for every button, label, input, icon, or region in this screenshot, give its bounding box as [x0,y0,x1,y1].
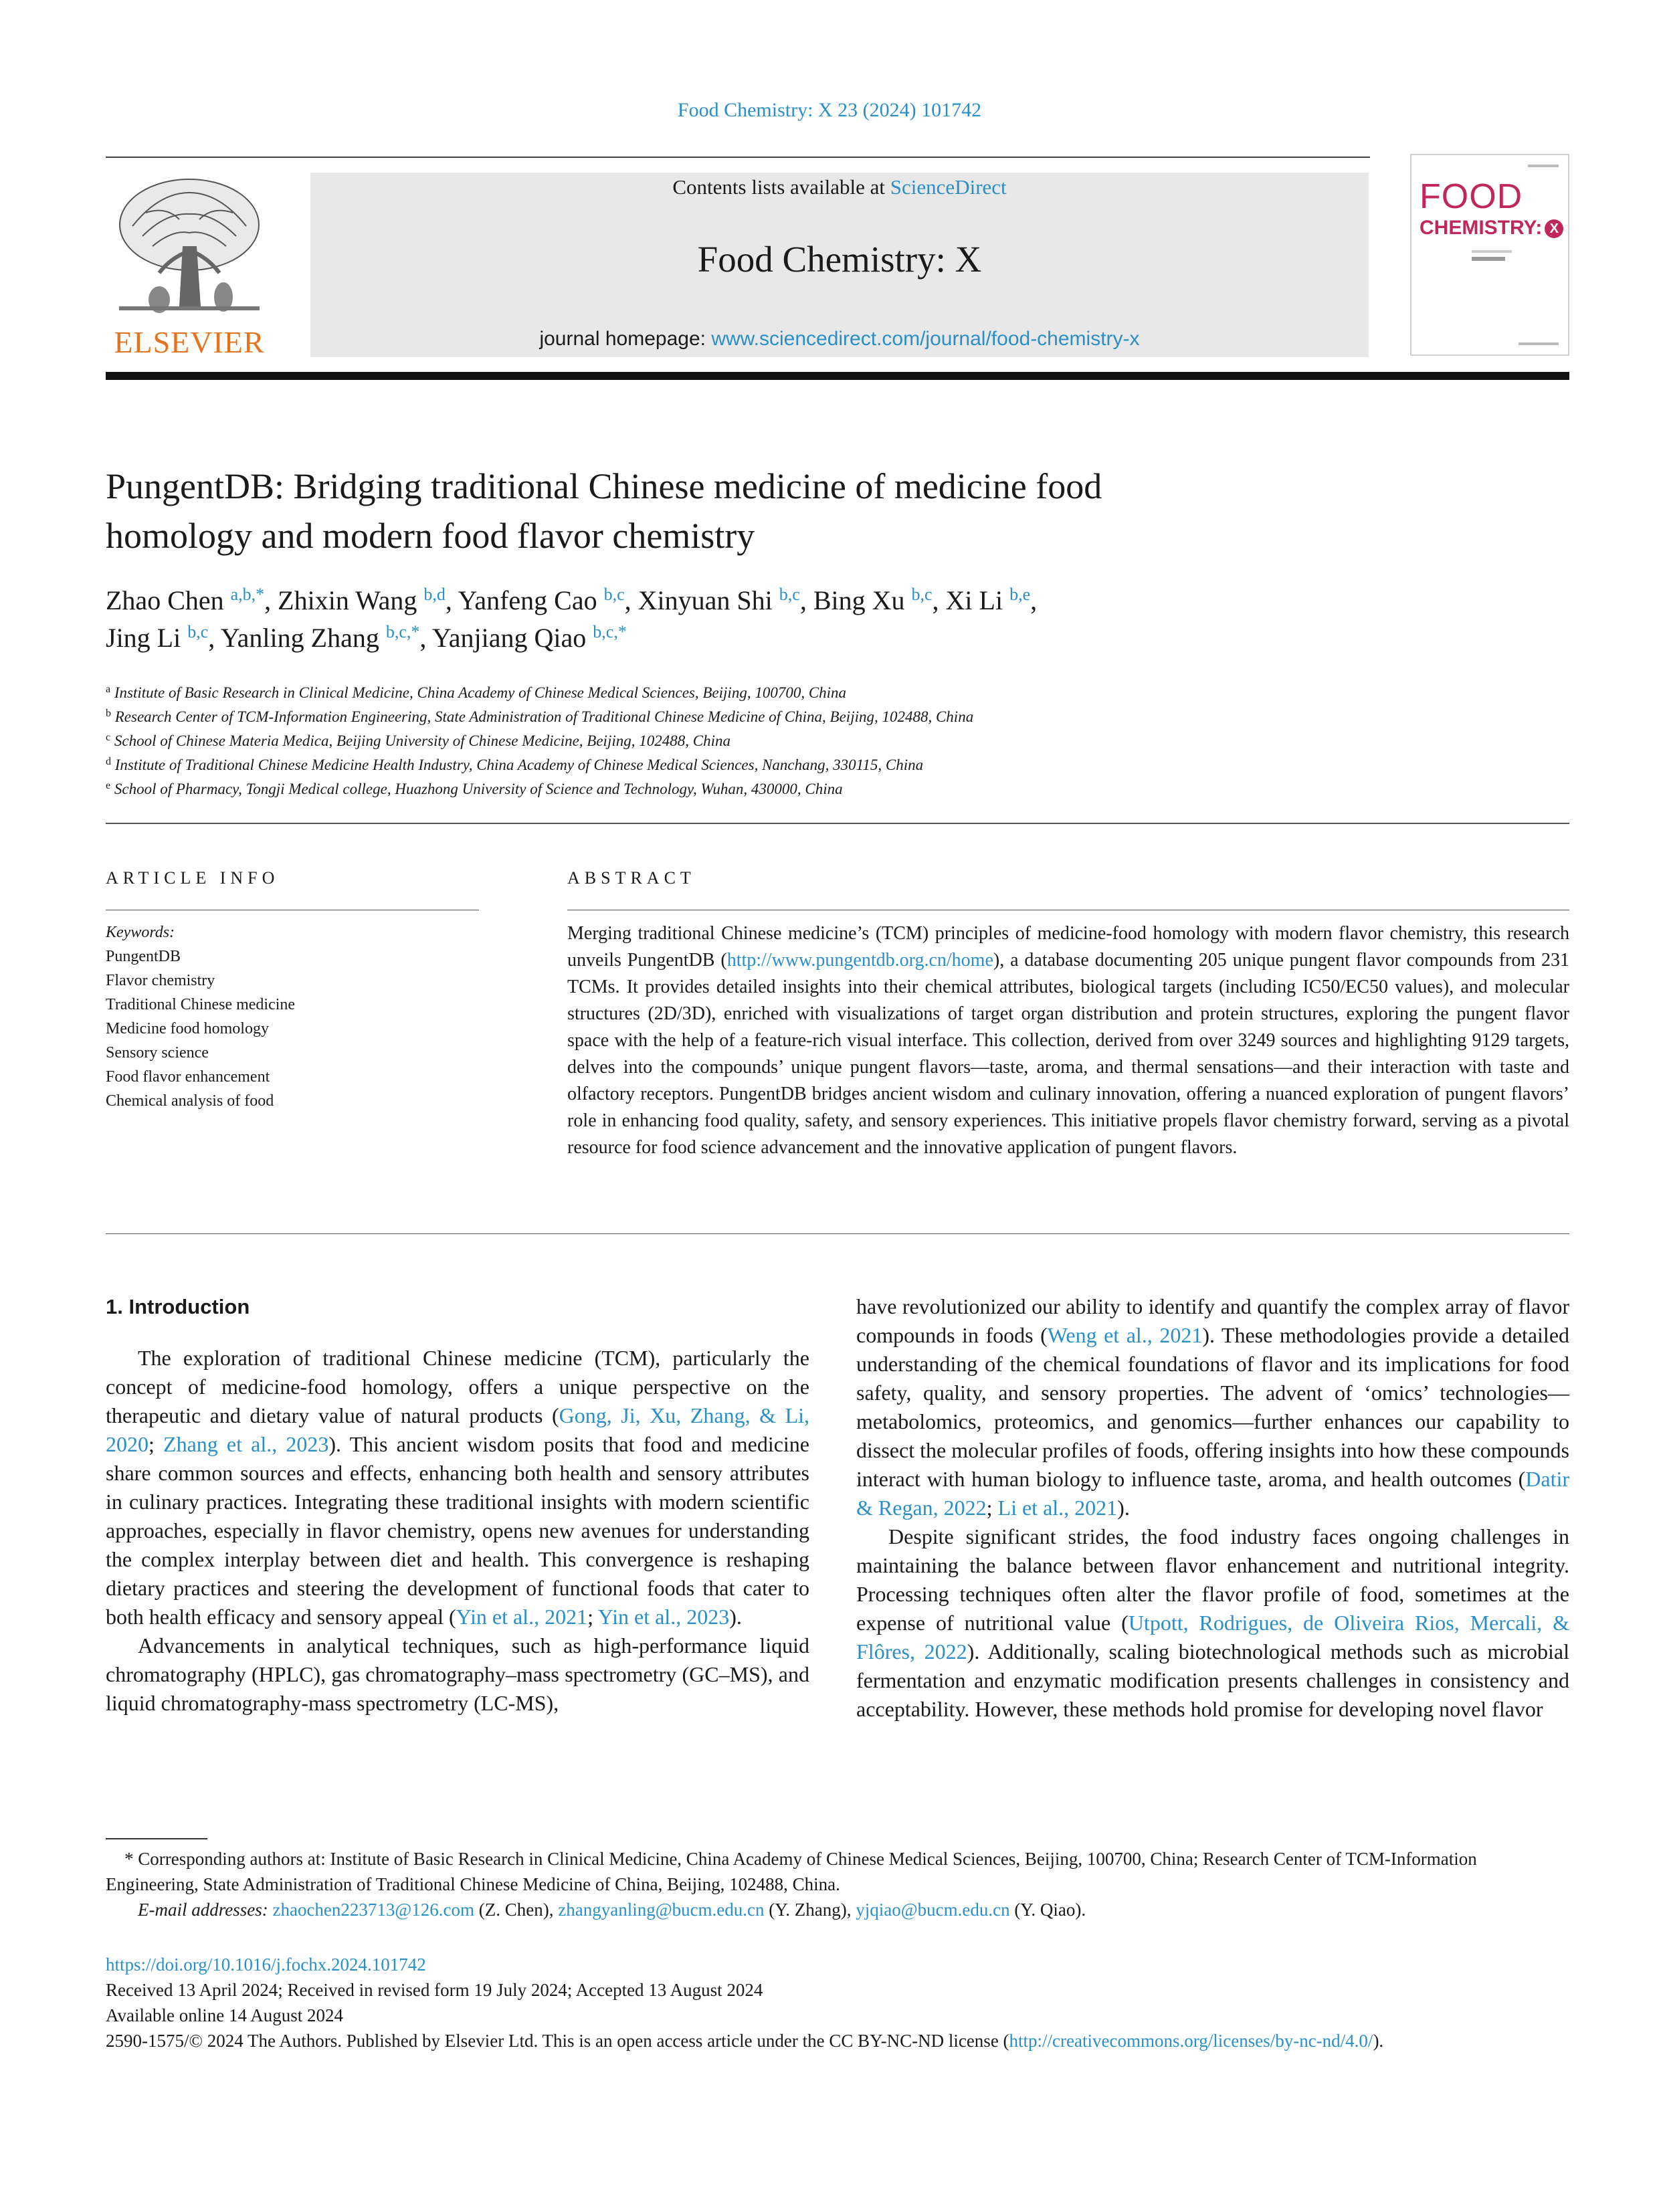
author-sep: , [208,623,221,653]
article-title [106,462,1444,561]
author-sep: , [932,585,946,615]
citation-link[interactable]: Datir & Regan, 2022 [856,1467,1569,1520]
citation-link[interactable]: Utpott, Rodrigues, de Oliveira Rios, Mercali, & Flôres, 2022 [856,1611,1570,1664]
affiliation-list [106,681,1571,801]
article-title-line-1: PungentDB: Bridging traditional Chinese medicine of medicine food [106,466,1102,506]
author-name[interactable]: Xinyuan Shi [638,585,773,615]
cover-editor-line [1472,250,1512,253]
keywords-label: Keywords: [106,924,175,941]
author-affil-sup[interactable]: b,c [603,585,625,604]
author-affil-sup[interactable]: b,e [1009,585,1031,604]
paragraph [856,1292,1569,1522]
author-list [106,582,1571,657]
cover-publisher-mark [1519,342,1559,345]
footnote-corresponding-text: Corresponding authors at: Institute of Basic Research in Clinical Medicine, China Academy of Chinese Medical Sciences, Beijing, 100700, China; Research Center of TCM-Information Engineering, State Administration of Traditional Chinese Medicine of China, Beijing, 102488, China. [106,1849,1477,1894]
author-affil-sup[interactable]: b,c,* [593,622,627,641]
citation-link[interactable]: Li et al., 2021 [997,1496,1118,1520]
author-name[interactable]: Jing Li [106,623,181,653]
affiliation-text: Research Center of TCM-Information Engineering, State Administration of Traditional Chinese Medicine of China, Beijing, 102488, China [114,708,974,725]
author-name[interactable]: Zhixin Wang [278,585,417,615]
abstract-text-rest: ), a database documenting 205 unique pungent flavor compounds from 231 TCMs. It provides detailed insights into their chemical attributes, biological targets (including IC50/EC50 values), and molecular structures (2D/3D), enriched with visualizations of target organ distribution and protein structures, exploring the pungent flavor space with the help of a feature-rich visual interface. This collection, derived from over 3249 sources and highlighting 9129 targets, delves into the compounds’ unique pungent flavors—taste, aroma, and thermal sensations—and their interaction with taste and olfactory receptors. PungentDB bridges ancient wisdom and culinary innovation, offering a nuanced exploration of pungent flavors’ role in enhancing food quality, safety, and sensory experiences. This initiative propels flavor chemistry forward, serving as a pivotal resource for food science advancement and the innovative application of pungent flavors. [567,950,1569,1158]
homepage-prefix: journal homepage: [539,328,712,350]
keyword-item: Flavor chemistry [106,972,215,989]
affiliation-item [106,777,1571,801]
journal-homepage-link[interactable]: www.sciencedirect.com/journal/food-chemistry-x [711,328,1140,350]
affiliation-item [106,705,1571,729]
footnote-star: * [124,1849,134,1869]
author-affil-sup[interactable]: b,c,* [385,622,420,641]
abstract-body [567,920,1569,1161]
available-online: Available online 14 August 2024 [106,2005,343,2025]
cover-x-badge: X [1545,219,1563,238]
keyword-item: Chemical analysis of food [106,1092,274,1110]
author-affil-sup[interactable]: b,c [187,622,209,641]
keywords-block [106,920,480,1113]
author-sep: , [419,623,432,653]
author-sep: , [624,585,638,615]
abstract-text-start: Merging traditional Chinese medicine’s (TCM) principles of medicine-food homology with modern flavor chemistry, this research unveils PungentDB ( [567,923,1569,971]
paragraph-text: have revolutionized our ability to identify and quantify the complex array of flavor compounds in foods ( [856,1294,1569,1347]
elsevier-tree-icon [106,173,273,314]
corresponding-author-footnote [106,1846,1571,1922]
affiliation-key: c [106,732,111,743]
affiliation-text: School of Pharmacy, Tongji Medical college, Huazhong University of Science and Technology, Wuhan, 430000, China [114,781,843,797]
paragraph-text: ). Additionally, scaling biotechnological methods such as microbial fermentation and enzymatic modification presents challenges in consistency and acceptability. However, these methods hold promise for developing novel flavor [856,1639,1570,1721]
email-link[interactable]: zhaochen223713@126.com [272,1900,475,1920]
abstract-heading: ABSTRACT [567,868,696,888]
journal-header-box [310,173,1369,357]
keyword-item: Food flavor enhancement [106,1068,270,1086]
author-sep: , [799,585,813,615]
affiliation-key: a [106,684,111,695]
paragraph-text: The exploration of traditional Chinese medicine (TCM), particularly the concept of medicine-food homology, offers a unique perspective on the therapeutic and dietary value of natural products ( [106,1346,809,1427]
affiliation-divider [106,823,1569,824]
author-name[interactable]: Yanling Zhang [220,623,379,653]
author-name[interactable]: Yanjiang Qiao [431,623,587,653]
article-title-line-2: homology and modern food flavor chemistry [106,516,755,556]
journal-citation-link[interactable]: Food Chemistry: X 23 (2024) 101742 [677,99,982,121]
keyword-item: Sensory science [106,1044,209,1062]
author-affil-sup[interactable]: b,c [779,585,800,604]
contents-prefix: Contents lists available at [672,175,890,199]
affiliation-key: e [106,780,111,791]
author-affil-sup[interactable]: b,d [423,585,446,604]
affiliation-item [106,753,1571,777]
cover-issn-mark [1528,165,1559,167]
paragraph [106,1344,809,1631]
header-thick-divider [106,372,1569,380]
author-sep: , [264,585,278,615]
paragraph-text: Despite significant strides, the food industry faces ongoing challenges in maintaining the balance between flavor enhancement and nutritional integrity. Processing techniques often alter the flavor profile of food, sometimes at the expense of nutritional value ( [856,1524,1569,1635]
elsevier-wordmark: ELSEVIER [114,325,265,359]
homepage-line [310,328,1369,350]
body-column-left [106,1292,809,1718]
license-end: ). [1373,2031,1384,2051]
affiliation-text: School of Chinese Materia Medica, Beijing University of Chinese Medicine, Beijing, 102488, China [114,732,730,749]
footnote-divider [106,1838,207,1839]
license-text: 2590-1575/© 2024 The Authors. Published by Elsevier Ltd. This is an open access article under the CC BY-NC-ND license ( [106,2031,1009,2051]
keyword-item: PungentDB [106,948,181,965]
author-sep: , [445,585,458,615]
keyword-item: Traditional Chinese medicine [106,996,296,1013]
pungentdb-link[interactable]: http://www.pungentdb.org.cn/home [726,950,993,971]
cover-title-chemistry-text: CHEMISTRY: [1420,217,1543,239]
paragraph [106,1631,809,1718]
citation-link[interactable]: Yin et al., 2023 [597,1605,730,1629]
author-name[interactable]: Xi Li [945,585,1003,615]
license-statement [106,2028,1571,2053]
top-divider [106,157,1370,158]
affiliation-key: d [106,756,111,767]
footnote-emails [106,1897,1571,1922]
author-name[interactable]: Bing Xu [813,585,905,615]
author-affil-sup[interactable]: a,b,* [230,585,265,604]
paragraph-text: ; [986,1496,998,1520]
license-link[interactable]: http://creativecommons.org/licenses/by-nc-nd/4.0/ [1009,2031,1373,2051]
keyword-item: Medicine food homology [106,1020,269,1037]
doi-link[interactable]: https://doi.org/10.1016/j.fochx.2024.101742 [106,1954,426,1975]
article-info-heading: ARTICLE INFO [106,868,280,888]
paragraph [856,1522,1569,1724]
paragraph-text: ; [587,1605,598,1629]
email-link[interactable]: zhangyanling@bucm.edu.cn [558,1900,765,1920]
journal-name: Food Chemistry: X [697,239,982,280]
affiliation-text: Institute of Basic Research in Clinical Medicine, China Academy of Chinese Medical Sciences, Beijing, 100700, China [114,684,847,701]
footnote-corresponding [106,1846,1571,1897]
author-sep: , [1030,585,1038,615]
paragraph-text: Advancements in analytical techniques, such as high-performance liquid chromatography (HPLC), gas chromatography–mass spectrometry (GC–MS), and liquid chromatography-mass spectrometry (LC-MS), [106,1633,809,1715]
email-link[interactable]: yjqiao@bucm.edu.cn [856,1900,1010,1920]
paragraph-text: ). This ancient wisdom posits that food and medicine share common sources and effects, enhancing both health and sensory attributes in culinary practices. Integrating these traditional insights with modern scientific approaches, especially in flavor chemistry, opens new avenues for understanding the complex interplay between diet and health. This convergence is reshaping dietary practices and steering the development of functional foods that cater to both health efficacy and sensory appeal ( [106,1432,810,1629]
citation-link[interactable]: Gong, Ji, Xu, Zhang, & Li, 2020 [106,1403,810,1456]
author-line-1 [106,582,1571,619]
section-heading-introduction: 1. Introduction [106,1295,250,1318]
author-name[interactable]: Yanfeng Cao [458,585,597,615]
cover-title-chemistry [1420,217,1563,239]
cover-editor-name-mark [1472,257,1505,261]
author-name[interactable]: Zhao Chen [106,585,224,615]
citation-link[interactable]: Weng et al., 2021 [1047,1323,1203,1347]
publication-info [106,1952,1571,2053]
received-dates: Received 13 April 2024; Received in revised form 19 July 2024; Accepted 13 August 2024 [106,1980,763,2000]
contents-line [310,175,1369,199]
email-label: E-mail addresses: [138,1900,268,1920]
paragraph-text: ). [1117,1496,1130,1520]
citation-link[interactable]: Zhang et al., 2023 [163,1432,329,1456]
cover-title-food: FOOD [1420,177,1523,216]
author-line-2 [106,619,1571,657]
body-column-right [856,1292,1569,1724]
author-affil-sup[interactable]: b,c [911,585,933,604]
paragraph-text: ; [149,1432,164,1456]
affiliation-item [106,729,1571,753]
sciencedirect-link[interactable]: ScienceDirect [890,175,1007,199]
paragraph-text: ). These methodologies provide a detailed understanding of the chemical foundations of flavor and its implications for food safety, quality, and sensory properties. The advent of ‘omics’ technologies—metabolomics, proteomics, and genomics—further enhances our capability to dissect the molecular profiles of foods, offering insights into how these compounds interact with human biology to influence taste, aroma, and health outcomes ( [856,1323,1570,1491]
email-owner: (Z. Chen), [474,1900,559,1920]
affiliation-key: b [106,708,111,719]
journal-cover-thumbnail[interactable] [1410,154,1569,356]
paragraph-text: ). [729,1605,742,1629]
abstract-bottom-divider [106,1233,1569,1234]
email-owner: (Y. Zhang), [764,1900,856,1920]
email-owner: (Y. Qiao). [1009,1900,1086,1920]
citation-link[interactable]: Yin et al., 2021 [456,1605,588,1629]
elsevier-logo[interactable] [106,173,273,360]
affiliation-item [106,681,1571,705]
affiliation-text: Institute of Traditional Chinese Medicine Health Industry, China Academy of Chinese Medical Sciences, Nanchang, 330115, China [114,757,924,773]
